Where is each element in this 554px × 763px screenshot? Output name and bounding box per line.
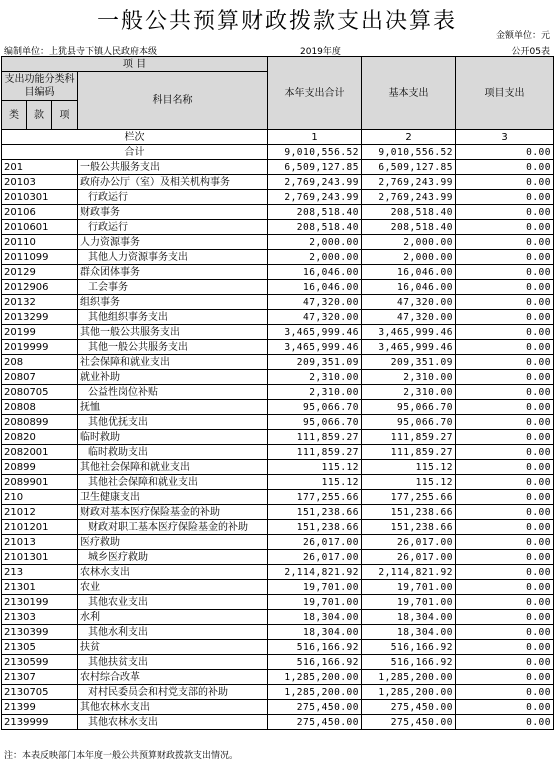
table-row	[2, 400, 554, 415]
row-code: 21301	[2, 580, 78, 595]
table-row	[2, 340, 554, 355]
row-code: 2012906	[2, 280, 78, 295]
table-row	[2, 475, 554, 490]
row-project: 0.00	[456, 580, 554, 595]
row-name: 医疗救助	[78, 535, 268, 550]
row-code: 20199	[2, 325, 78, 340]
row-basic: 26,017.00	[362, 535, 456, 550]
table-row	[2, 685, 554, 700]
row-total: 151,238.66	[268, 505, 362, 520]
row-total: 2,310.00	[268, 370, 362, 385]
row-name: 其他社会保障和就业支出	[78, 460, 268, 475]
row-basic: 19,701.00	[362, 595, 456, 610]
row-total: 115.12	[268, 460, 362, 475]
row-basic: 2,114,821.92	[362, 565, 456, 580]
row-code: 20103	[2, 175, 78, 190]
row-name: 组织事务	[78, 295, 268, 310]
row-total: 26,017.00	[268, 550, 362, 565]
table-row	[2, 310, 554, 325]
table-row	[2, 610, 554, 625]
row-project: 0.00	[456, 445, 554, 460]
row-project: 0.00	[456, 685, 554, 700]
header-lei: 类	[2, 101, 27, 130]
row-name: 水利	[78, 610, 268, 625]
row-project: 0.00	[456, 520, 554, 535]
row-basic: 2,000.00	[362, 250, 456, 265]
table-row	[2, 280, 554, 295]
table-row	[2, 490, 554, 505]
row-project: 0.00	[456, 655, 554, 670]
row-code: 2101301	[2, 550, 78, 565]
row-basic: 95,066.70	[362, 415, 456, 430]
row-total: 275,450.00	[268, 700, 362, 715]
row-name: 政府办公厅（室）及相关机构事务	[78, 175, 268, 190]
row-project: 0.00	[456, 430, 554, 445]
row-total: 19,701.00	[268, 595, 362, 610]
row-name: 农林水支出	[78, 565, 268, 580]
row-code: 2130199	[2, 595, 78, 610]
table-row	[2, 250, 554, 265]
header-item: 项 目	[2, 57, 268, 72]
row-name: 财政事务	[78, 205, 268, 220]
row-code: 2080899	[2, 415, 78, 430]
row-name: 城乡医疗救助	[78, 550, 268, 565]
row-project: 0.00	[456, 610, 554, 625]
row-code: 20807	[2, 370, 78, 385]
row-code: 213	[2, 565, 78, 580]
row-basic: 208,518.40	[362, 205, 456, 220]
row-total: 19,701.00	[268, 580, 362, 595]
row-total: 2,000.00	[268, 250, 362, 265]
table-row	[2, 385, 554, 400]
row-name: 财政对职工基本医疗保险基金的补助	[78, 520, 268, 535]
table-row	[2, 430, 554, 445]
header-xiang: 项	[52, 101, 78, 130]
row-code: 2101201	[2, 520, 78, 535]
total-project: 0.00	[456, 145, 554, 160]
row-basic: 115.12	[362, 460, 456, 475]
row-total: 18,304.00	[268, 610, 362, 625]
table-row	[2, 370, 554, 385]
row-project: 0.00	[456, 325, 554, 340]
row-code: 2013299	[2, 310, 78, 325]
row-basic: 1,285,200.00	[362, 670, 456, 685]
row-project: 0.00	[456, 550, 554, 565]
row-project: 0.00	[456, 265, 554, 280]
row-basic: 516,166.92	[362, 655, 456, 670]
row-name: 其他一般公共服务支出	[78, 325, 268, 340]
row-project: 0.00	[456, 625, 554, 640]
row-code: 20129	[2, 265, 78, 280]
row-basic: 2,310.00	[362, 385, 456, 400]
row-code: 2011099	[2, 250, 78, 265]
row-basic: 18,304.00	[362, 625, 456, 640]
row-name: 其他扶贫支出	[78, 655, 268, 670]
row-name: 行政运行	[78, 220, 268, 235]
row-name: 就业补助	[78, 370, 268, 385]
row-project: 0.00	[456, 640, 554, 655]
row-basic: 26,017.00	[362, 550, 456, 565]
row-project: 0.00	[456, 250, 554, 265]
row-code: 2010601	[2, 220, 78, 235]
row-total: 47,320.00	[268, 310, 362, 325]
row-project: 0.00	[456, 700, 554, 715]
row-total: 26,017.00	[268, 535, 362, 550]
row-basic: 275,450.00	[362, 715, 456, 730]
table-row	[2, 580, 554, 595]
row-name: 一般公共服务支出	[78, 160, 268, 175]
row-code: 2080705	[2, 385, 78, 400]
row-code: 2010301	[2, 190, 78, 205]
table-row	[2, 550, 554, 565]
row-basic: 115.12	[362, 475, 456, 490]
row-project: 0.00	[456, 385, 554, 400]
row-name: 其他人力资源事务支出	[78, 250, 268, 265]
row-basic: 18,304.00	[362, 610, 456, 625]
row-name: 临时救助支出	[78, 445, 268, 460]
row-code: 21012	[2, 505, 78, 520]
row-code: 21399	[2, 700, 78, 715]
row-name: 其他水利支出	[78, 625, 268, 640]
report-title: 一般公共预算财政拨款支出决算表	[96, 9, 457, 34]
row-project: 0.00	[456, 670, 554, 685]
row-basic: 2,769,243.99	[362, 190, 456, 205]
row-name: 群众团体事务	[78, 265, 268, 280]
lanci-label: 栏次	[2, 130, 268, 145]
row-project: 0.00	[456, 415, 554, 430]
table-row	[2, 625, 554, 640]
row-code: 20820	[2, 430, 78, 445]
row-basic: 16,046.00	[362, 280, 456, 295]
row-code: 20899	[2, 460, 78, 475]
row-basic: 208,518.40	[362, 220, 456, 235]
row-name: 公益性岗位补贴	[78, 385, 268, 400]
row-total: 208,518.40	[268, 205, 362, 220]
row-basic: 3,465,999.46	[362, 340, 456, 355]
row-name: 抚恤	[78, 400, 268, 415]
row-total: 2,114,821.92	[268, 565, 362, 580]
table-row	[2, 565, 554, 580]
table-row	[2, 355, 554, 370]
row-total: 177,255.66	[268, 490, 362, 505]
row-basic: 2,000.00	[362, 235, 456, 250]
row-code: 201	[2, 160, 78, 175]
row-project: 0.00	[456, 205, 554, 220]
col-index-3: 3	[456, 130, 554, 145]
row-basic: 111,859.27	[362, 445, 456, 460]
row-name: 扶贫	[78, 640, 268, 655]
row-total: 516,166.92	[268, 640, 362, 655]
row-total: 95,066.70	[268, 415, 362, 430]
row-name: 其他一般公共服务支出	[78, 340, 268, 355]
table-row	[2, 505, 554, 520]
row-total: 2,000.00	[268, 235, 362, 250]
row-total: 1,285,200.00	[268, 670, 362, 685]
table-row	[2, 235, 554, 250]
row-code: 2019999	[2, 340, 78, 355]
row-total: 3,465,999.46	[268, 340, 362, 355]
row-total: 18,304.00	[268, 625, 362, 640]
row-name: 财政对基本医疗保险基金的补助	[78, 505, 268, 520]
row-project: 0.00	[456, 220, 554, 235]
row-project: 0.00	[456, 160, 554, 175]
row-code: 2089901	[2, 475, 78, 490]
row-code: 208	[2, 355, 78, 370]
table-row	[2, 595, 554, 610]
row-project: 0.00	[456, 595, 554, 610]
row-basic: 2,769,243.99	[362, 175, 456, 190]
row-name: 农村综合改革	[78, 670, 268, 685]
row-basic: 177,255.66	[362, 490, 456, 505]
row-project: 0.00	[456, 175, 554, 190]
row-basic: 275,450.00	[362, 700, 456, 715]
report-year: 2019年度	[300, 47, 341, 57]
row-basic: 111,859.27	[362, 430, 456, 445]
header-project: 项目支出	[456, 57, 554, 130]
row-total: 151,238.66	[268, 520, 362, 535]
row-total: 208,518.40	[268, 220, 362, 235]
row-code: 2130599	[2, 655, 78, 670]
row-basic: 19,701.00	[362, 580, 456, 595]
row-project: 0.00	[456, 475, 554, 490]
row-project: 0.00	[456, 565, 554, 580]
row-name: 行政运行	[78, 190, 268, 205]
row-project: 0.00	[456, 535, 554, 550]
table-row	[2, 640, 554, 655]
row-project: 0.00	[456, 340, 554, 355]
total-label: 合计	[2, 145, 268, 160]
row-code: 20106	[2, 205, 78, 220]
header-total: 本年支出合计	[268, 57, 362, 130]
row-project: 0.00	[456, 370, 554, 385]
table-row	[2, 175, 554, 190]
row-project: 0.00	[456, 490, 554, 505]
row-code: 20132	[2, 295, 78, 310]
row-project: 0.00	[456, 715, 554, 730]
row-code: 20110	[2, 235, 78, 250]
row-name: 临时救助	[78, 430, 268, 445]
table-row	[2, 325, 554, 340]
row-total: 111,859.27	[268, 430, 362, 445]
row-total: 16,046.00	[268, 265, 362, 280]
row-name: 其他社会保障和就业支出	[78, 475, 268, 490]
row-name: 其他组织事务支出	[78, 310, 268, 325]
row-basic: 6,509,127.85	[362, 160, 456, 175]
row-total: 209,351.09	[268, 355, 362, 370]
header-kuan: 款	[27, 101, 52, 130]
table-row	[2, 520, 554, 535]
row-project: 0.00	[456, 460, 554, 475]
row-code: 21013	[2, 535, 78, 550]
row-code: 2082001	[2, 445, 78, 460]
row-name: 农业	[78, 580, 268, 595]
table-row	[2, 460, 554, 475]
table-row	[2, 535, 554, 550]
row-code: 210	[2, 490, 78, 505]
row-code: 21305	[2, 640, 78, 655]
total-basic: 9,010,556.52	[362, 145, 456, 160]
row-code: 2139999	[2, 715, 78, 730]
row-name: 社会保障和就业支出	[78, 355, 268, 370]
row-project: 0.00	[456, 400, 554, 415]
row-name: 其他农林水支出	[78, 715, 268, 730]
amount-unit: 金额单位：元	[495, 31, 550, 41]
expenditure-table	[1, 56, 554, 730]
row-total: 115.12	[268, 475, 362, 490]
row-code: 2130705	[2, 685, 78, 700]
row-total: 47,320.00	[268, 295, 362, 310]
table-row	[2, 700, 554, 715]
col-index-1: 1	[268, 130, 362, 145]
row-basic: 3,465,999.46	[362, 325, 456, 340]
row-total: 516,166.92	[268, 655, 362, 670]
row-basic: 516,166.92	[362, 640, 456, 655]
table-row	[2, 295, 554, 310]
row-name: 其他优抚支出	[78, 415, 268, 430]
row-name: 其他农业支出	[78, 595, 268, 610]
table-row	[2, 220, 554, 235]
total-amount: 9,010,556.52	[268, 145, 362, 160]
form-number: 公开05表	[511, 47, 550, 57]
table-row	[2, 160, 554, 175]
row-project: 0.00	[456, 505, 554, 520]
compiling-unit: 编制单位：上犹县寺下镇人民政府本级	[4, 47, 158, 57]
row-name: 其他农林水支出	[78, 700, 268, 715]
row-code: 21307	[2, 670, 78, 685]
row-project: 0.00	[456, 280, 554, 295]
row-total: 1,285,200.00	[268, 685, 362, 700]
row-basic: 2,310.00	[362, 370, 456, 385]
header-code-group: 支出功能分类科目编码	[2, 72, 78, 101]
row-project: 0.00	[456, 310, 554, 325]
table-row	[2, 415, 554, 430]
row-basic: 16,046.00	[362, 265, 456, 280]
table-row	[2, 445, 554, 460]
row-total: 275,450.00	[268, 715, 362, 730]
row-basic: 47,320.00	[362, 310, 456, 325]
row-total: 2,310.00	[268, 385, 362, 400]
row-basic: 151,238.66	[362, 505, 456, 520]
row-code: 21303	[2, 610, 78, 625]
row-code: 20808	[2, 400, 78, 415]
row-project: 0.00	[456, 355, 554, 370]
row-name: 对村民委员会和村党支部的补助	[78, 685, 268, 700]
row-total: 95,066.70	[268, 400, 362, 415]
footnote: 注：本表反映部门本年度一般公共预算财政拨款支出情况。	[4, 751, 239, 761]
table-row	[2, 205, 554, 220]
header-basic: 基本支出	[362, 57, 456, 130]
row-basic: 47,320.00	[362, 295, 456, 310]
row-name: 卫生健康支出	[78, 490, 268, 505]
row-project: 0.00	[456, 235, 554, 250]
row-total: 2,769,243.99	[268, 175, 362, 190]
row-basic: 151,238.66	[362, 520, 456, 535]
row-total: 3,465,999.46	[268, 325, 362, 340]
row-total: 6,509,127.85	[268, 160, 362, 175]
row-basic: 1,285,200.00	[362, 685, 456, 700]
table-row	[2, 190, 554, 205]
row-project: 0.00	[456, 295, 554, 310]
table-row	[2, 715, 554, 730]
row-code: 2130399	[2, 625, 78, 640]
col-index-2: 2	[362, 130, 456, 145]
row-total: 16,046.00	[268, 280, 362, 295]
table-row	[2, 670, 554, 685]
row-project: 0.00	[456, 190, 554, 205]
table-row	[2, 655, 554, 670]
table-row	[2, 265, 554, 280]
header-name: 科目名称	[78, 72, 268, 130]
row-name: 人力资源事务	[78, 235, 268, 250]
row-total: 111,859.27	[268, 445, 362, 460]
row-basic: 95,066.70	[362, 400, 456, 415]
row-name: 工会事务	[78, 280, 268, 295]
row-total: 2,769,243.99	[268, 190, 362, 205]
row-basic: 209,351.09	[362, 355, 456, 370]
